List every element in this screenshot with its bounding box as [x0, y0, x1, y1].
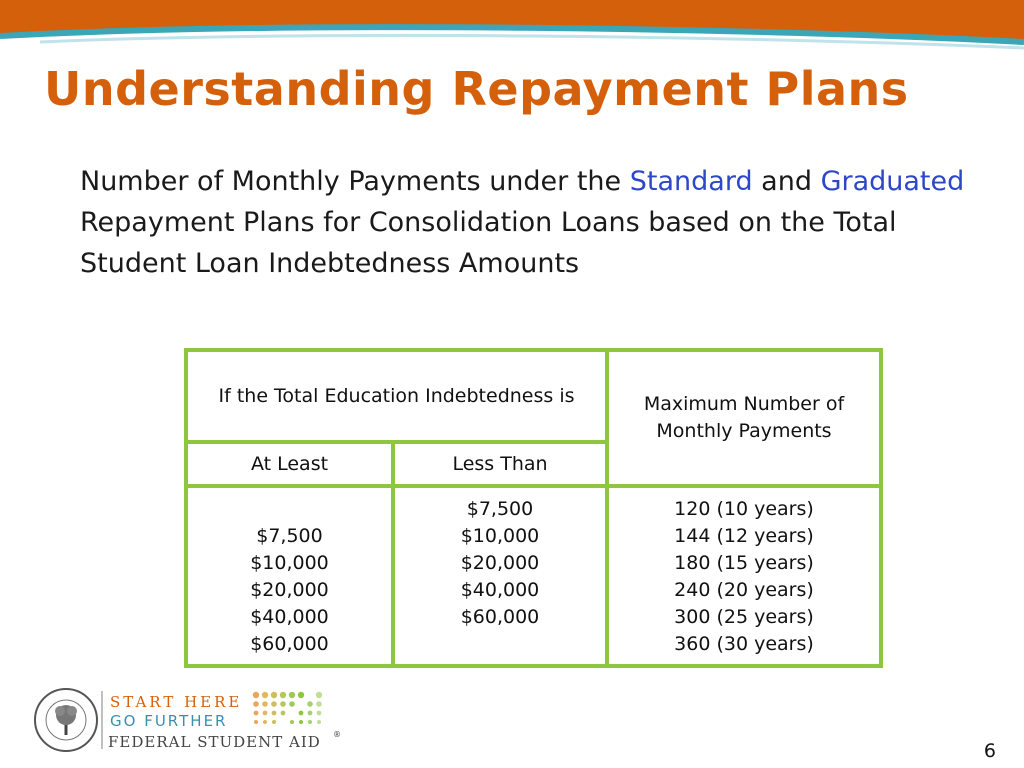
max-payments-value: 360 (30 years)	[674, 633, 814, 655]
less-than-header: Less Than	[393, 442, 607, 486]
page-number: 6	[983, 740, 996, 762]
max-payments-header: Maximum Number of Monthly Payments	[607, 350, 881, 486]
logo-line-federal-student-aid: FEDERAL STUDENT AID	[108, 733, 321, 751]
max-payments-value: 300 (25 years)	[674, 606, 814, 628]
dot-pattern-graphic	[253, 692, 322, 724]
graduated-plan-term: Graduated	[820, 166, 965, 197]
less-than-column	[393, 486, 607, 666]
federal-student-aid-logo	[30, 685, 360, 755]
at-least-value: $10,000	[250, 552, 329, 574]
intro-part2: and	[752, 166, 821, 197]
page-title: Understanding Repayment Plans	[44, 62, 909, 116]
at-least-value: $20,000	[250, 579, 329, 601]
at-least-value: $60,000	[250, 633, 329, 655]
at-least-header: At Least	[186, 442, 393, 486]
max-payments-value: 240 (20 years)	[674, 579, 814, 601]
less-than-value: $7,500	[466, 498, 534, 520]
intro-part1: Number of Monthly Payments under the	[80, 166, 630, 197]
registered-mark: ®	[333, 730, 341, 739]
max-payments-value: 180 (15 years)	[674, 552, 814, 574]
at-least-value: $7,500	[256, 525, 323, 547]
repayment-table	[184, 348, 883, 668]
less-than-value: $20,000	[460, 552, 540, 574]
logo-line-go-further: GO FURTHER	[110, 712, 228, 730]
at-least-column	[186, 486, 393, 666]
max-payments-column	[607, 486, 881, 666]
standard-plan-term: Standard	[629, 166, 753, 197]
education-seal-icon	[35, 689, 97, 751]
intro-part3: Repayment Plans for Consolidation Loans based on the Total Student Loan Indebtedness Amounts	[80, 207, 897, 279]
intro-text	[80, 161, 970, 284]
less-than-value: $10,000	[460, 525, 540, 547]
max-payments-value: 120 (10 years)	[674, 498, 814, 520]
logo-line-start-here: START HERE	[110, 693, 243, 711]
less-than-value: $60,000	[460, 606, 540, 628]
max-payments-value: 144 (12 years)	[674, 525, 814, 547]
less-than-value: $40,000	[460, 579, 540, 601]
top-banner	[0, 0, 1024, 50]
at-least-value: $40,000	[250, 606, 329, 628]
indebtedness-range-header: If the Total Education Indebtedness is	[186, 350, 607, 442]
